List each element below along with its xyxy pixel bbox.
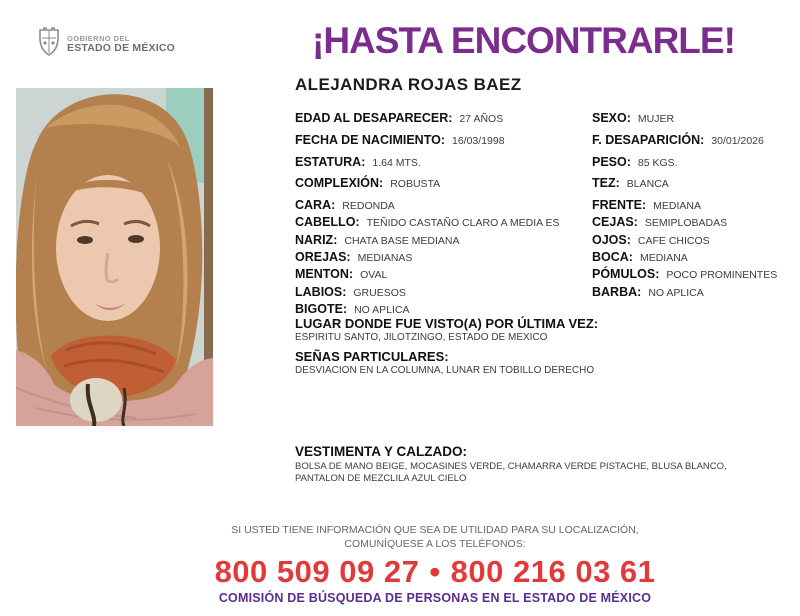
person-name: ALEJANDRA ROJAS BAEZ <box>295 75 522 94</box>
field-value: SEMIPLOBADAS <box>644 217 728 230</box>
field-value: OVAL <box>360 269 388 282</box>
field-label: FRENTE: <box>592 198 647 213</box>
field-label: CEJAS: <box>592 215 638 230</box>
field-value: MEDIANA <box>639 252 688 265</box>
field-value: REDONDA <box>342 200 395 213</box>
last-seen-label: LUGAR DONDE FUE VISTO(A) POR ÚLTIMA VEZ: <box>295 316 599 331</box>
phone-number-1: 800 509 09 27 <box>214 554 420 590</box>
field-row <box>295 283 595 300</box>
footer-info-line1: SI USTED TIENE INFORMACIÓN QUE SEA DE UTILIDAD PARA SU LOCALIZACIÓN, <box>231 524 639 536</box>
poster-title: ¡HASTA ENCONTRARLE! <box>312 20 735 61</box>
field-label: TEZ: <box>592 176 620 191</box>
field-value: 1.64 MTS. <box>372 156 421 169</box>
field-row <box>592 131 797 153</box>
last-seen-section <box>295 316 625 376</box>
field-value: GRUESOS <box>353 286 406 299</box>
field-label: PÓMULOS: <box>592 267 660 282</box>
field-label: CABELLO: <box>295 215 360 230</box>
field-row <box>295 265 595 282</box>
field-value: NO APLICA <box>648 286 704 299</box>
field-label: BARBA: <box>592 284 642 299</box>
phone-separator-dot: • <box>429 554 441 590</box>
field-value: TEÑIDO CASTAÑO CLARO A MEDIA ES <box>366 217 560 230</box>
field-label: FECHA DE NACIMIENTO: <box>295 132 445 147</box>
field-label: ESTATURA: <box>295 154 366 169</box>
fields-column-left <box>295 109 595 317</box>
field-label: OREJAS: <box>295 250 351 265</box>
government-logo <box>37 27 175 62</box>
field-value: POCO PROMINENTES <box>666 269 778 282</box>
field-row <box>592 231 797 248</box>
field-label: MENTON: <box>295 267 354 282</box>
field-row <box>295 109 595 131</box>
field-row <box>295 153 595 175</box>
field-label: BIGOTE: <box>295 301 348 316</box>
phone-number-2: 800 216 03 61 <box>450 554 656 590</box>
fields-column-right <box>592 109 797 300</box>
field-label: SEXO: <box>592 111 631 125</box>
field-label: BOCA: <box>592 250 633 265</box>
field-row <box>592 174 797 196</box>
field-row <box>295 248 595 265</box>
footer <box>90 524 780 605</box>
field-value: 16/03/1998 <box>452 134 505 147</box>
clothing-value: BOLSA DE MANO BEIGE, MOCASINES VERDE, CHAMARRA VERDE PISTACHE, BLUSA BLANCO, PANTALON DE MEZCLILA AZUL CIELO <box>295 461 727 485</box>
field-value: 30/01/2026 <box>711 134 764 147</box>
field-row <box>592 109 797 131</box>
field-value: CHATA BASE MEDIANA <box>344 234 460 247</box>
field-row <box>592 265 797 282</box>
field-label: NARIZ: <box>295 232 338 247</box>
field-value: 27 AÑOS <box>459 113 504 125</box>
field-value: ROBUSTA <box>390 178 441 191</box>
field-row <box>295 231 595 248</box>
field-row <box>295 131 595 153</box>
field-row <box>592 248 797 265</box>
field-label: F. DESAPARICIÓN: <box>592 132 705 147</box>
state-shield-icon <box>37 27 61 62</box>
field-row <box>295 196 595 213</box>
field-value: MEDIANAS <box>357 252 413 265</box>
commission-name: COMISIÓN DE BÚSQUEDA DE PERSONAS EN EL ESTADO DE MÉXICO <box>218 591 652 606</box>
field-value: BLANCA <box>626 178 669 191</box>
field-value: 85 KGS. <box>637 156 678 169</box>
clothing-label: VESTIMENTA Y CALZADO: <box>295 444 468 459</box>
logo-text <box>67 35 175 55</box>
field-value: MEDIANA <box>653 200 702 213</box>
field-row <box>295 300 595 317</box>
field-label: CARA: <box>295 198 336 213</box>
field-value: MUJER <box>637 113 675 125</box>
field-value: CAFE CHICOS <box>637 234 710 247</box>
field-row <box>295 174 595 196</box>
field-row <box>592 213 797 230</box>
field-label: COMPLEXIÓN: <box>295 176 384 191</box>
logo-line2: ESTADO DE MÉXICO <box>67 41 176 54</box>
field-row <box>592 153 797 175</box>
particular-signs-value: DESVIACION EN LA COLUMNA, LUNAR EN TOBILLO DERECHO <box>295 365 595 376</box>
field-row <box>295 213 595 230</box>
particular-signs-label: SEÑAS PARTICULARES: <box>295 349 449 364</box>
field-row <box>592 283 797 300</box>
field-label: PESO: <box>592 154 631 169</box>
footer-info-line2: COMUNÍQUESE A LOS TELÉFONOS: <box>344 537 526 550</box>
field-label: LABIOS: <box>295 284 347 299</box>
field-value: NO APLICA <box>354 303 410 316</box>
missing-person-photo <box>16 88 213 426</box>
phone-numbers <box>90 554 780 590</box>
logo-line1: GOBIERNO DEL <box>67 33 130 43</box>
clothing-section <box>295 444 765 486</box>
field-row <box>592 196 797 213</box>
field-label: EDAD AL DESAPARECER: <box>295 111 453 125</box>
field-label: OJOS: <box>592 232 631 247</box>
last-seen-value: ESPIRITU SANTO, JILOTZINGO, ESTADO DE MEXICO <box>295 332 548 343</box>
